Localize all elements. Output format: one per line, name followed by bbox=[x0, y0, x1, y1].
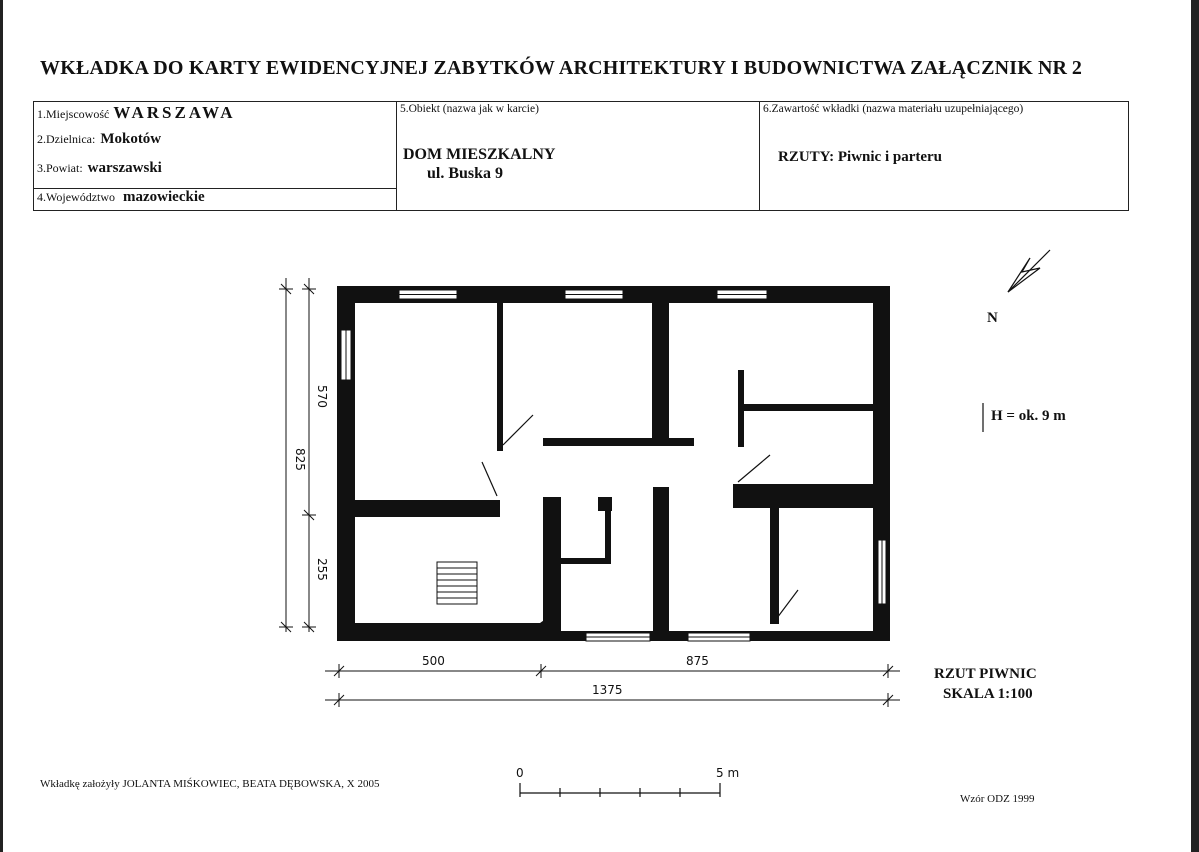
county-value: warszawski bbox=[87, 160, 162, 176]
dim-total-height: 825 bbox=[293, 448, 307, 471]
windows bbox=[341, 290, 886, 641]
document-title: WKŁADKA DO KARTY EWIDENCYJNEJ ZABYTKÓW ARCHITEKTURY I BUDOWNICTWA ZAŁĄCZNIK bbox=[40, 57, 1033, 79]
attachment-number: NR 2 bbox=[1038, 57, 1082, 79]
window-lines bbox=[346, 295, 882, 638]
north-arrow-icon bbox=[1008, 250, 1050, 292]
dim-upper: 570 bbox=[315, 385, 329, 408]
voivodeship-value: mazowieckie bbox=[123, 189, 205, 205]
content-value: RZUTY: Piwnic i parteru bbox=[778, 149, 943, 165]
district-label: 2.Dzielnica: bbox=[37, 132, 96, 146]
north-label: N bbox=[987, 310, 998, 326]
plan-title: RZUT PIWNIC bbox=[934, 666, 1037, 682]
district-value: Mokotów bbox=[100, 131, 162, 147]
object-label: 5.Obiekt (nazwa jak w karcie) bbox=[400, 103, 539, 115]
plan-scale: SKALA 1:100 bbox=[943, 686, 1033, 702]
scale-five: 5 m bbox=[716, 766, 740, 780]
walls bbox=[337, 286, 890, 641]
object-address: ul. Buska 9 bbox=[427, 165, 504, 182]
locality-value: WARSZAWA bbox=[113, 103, 236, 122]
dim-lower: 255 bbox=[315, 558, 329, 581]
object-name: DOM MIESZKALNY bbox=[403, 146, 556, 163]
dim-total-width: 1375 bbox=[592, 683, 623, 697]
dim-right: 875 bbox=[686, 654, 709, 668]
content-label: 6.Zawartość wkładki (nazwa materiału uzupełniającego) bbox=[763, 103, 1024, 115]
staircase bbox=[437, 562, 477, 604]
authors-note: Wkładkę założyły JOLANTA MIŚKOWIEC, BEATA DĘBOWSKA, X 2005 bbox=[40, 778, 380, 790]
pattern-note: Wzór ODZ 1999 bbox=[960, 793, 1035, 805]
scale-bar bbox=[520, 783, 720, 797]
scale-zero: 0 bbox=[516, 766, 524, 780]
locality-label: 1.Miejscowość bbox=[37, 107, 110, 121]
dim-left: 500 bbox=[422, 654, 445, 668]
county-label: 3.Powiat: bbox=[37, 161, 83, 175]
door-swings bbox=[482, 415, 798, 622]
height-label: H = ok. 9 m bbox=[991, 408, 1066, 424]
voivodeship-label: 4.Województwo bbox=[37, 190, 116, 204]
